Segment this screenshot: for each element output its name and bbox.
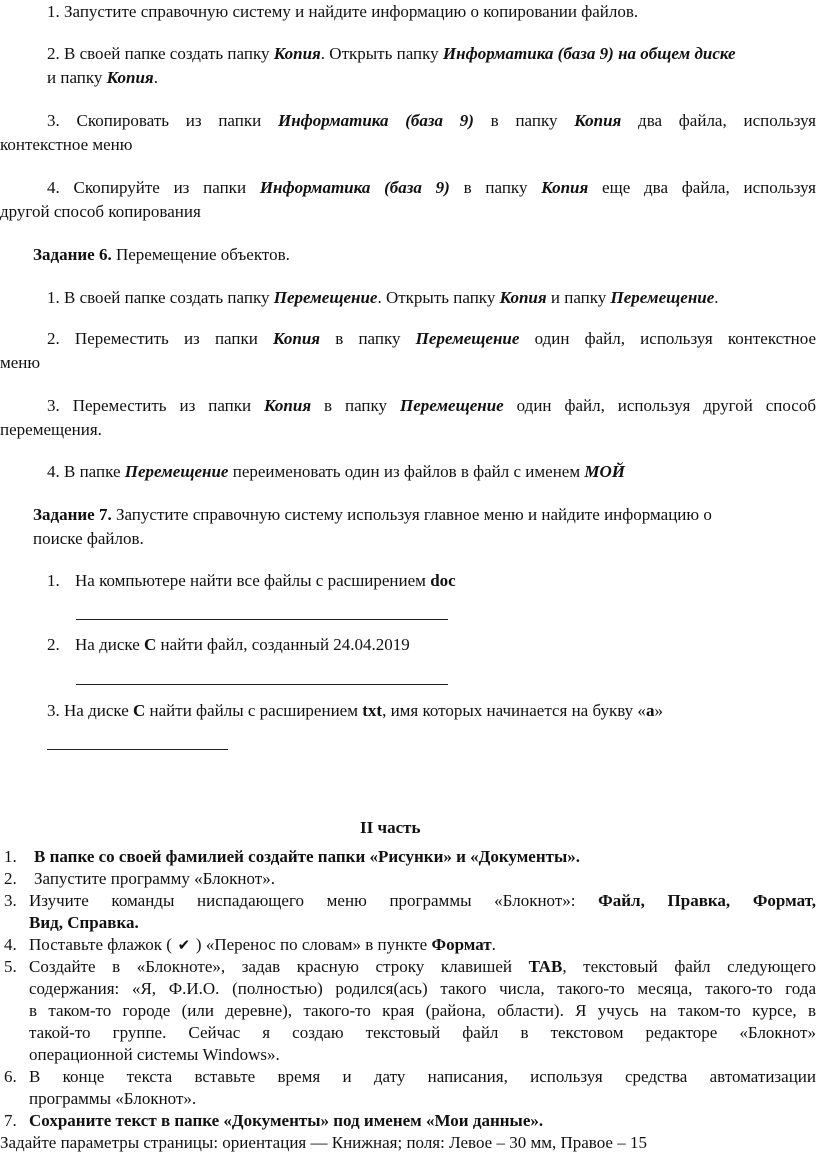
part1-item-2: 2. В своей папке создать папку Копия. Открыть папку Информатика (база 9) на общем диске <box>47 44 736 63</box>
task7-item-3: 3. На диске С найти файлы с расширением txt, имя которых начинается на букву «а» <box>47 701 663 720</box>
task6-heading: Задание 6. Перемещение объектов. <box>33 245 290 264</box>
part2-item-5-line4: такой-то группе. Сейчас я создаю текстовый файл в текстовом редакторе «Блокнот» <box>29 1023 816 1042</box>
part1-item-3: 3. Скопировать из папки Информатика (база 9) в папку Копия два файла, используя <box>47 111 816 130</box>
part2-item-5-num: 5. <box>4 957 17 976</box>
part2-item-4: 4. Поставьте флажок ( ✔ ) «Перенос по словам» в пункте Формат. <box>4 933 496 958</box>
part2-heading: II часть <box>360 818 421 837</box>
part1-item-1: 1. Запустите справочную систему и найдите информацию о копировании файлов. <box>47 2 639 21</box>
page-setup-line: Задайте параметры страницы: ориентация — Книжная; поля: Левое – 30 мм, Правое – 15 <box>0 1133 647 1152</box>
answer-line[interactable] <box>76 684 448 685</box>
part2-item-6-num: 6. <box>4 1067 17 1086</box>
part2-item-5: Создайте в «Блокноте», задав красную строку клавишей TAB, текстовый файл следующего <box>29 957 816 976</box>
answer-line[interactable] <box>47 749 228 750</box>
part1-item-4-cont: другой способ копирования <box>0 202 201 221</box>
part1-item-2-cont: и папку Копия. <box>47 68 158 87</box>
task7-heading-cont: поиске файлов. <box>33 529 144 548</box>
part2-item-6-cont: программы «Блокнот». <box>29 1089 197 1108</box>
part1-item-3-cont: контекстное меню <box>0 135 133 154</box>
task7-item-2: 2. На диске С найти файл, созданный 24.04.2019 <box>47 635 410 654</box>
part2-item-7: 7. Сохраните текст в папке «Документы» под именем «Мои данные». <box>4 1111 544 1130</box>
part2-item-1: 1. В папке со своей фамилией создайте папки «Рисунки» и «Документы». <box>4 847 580 866</box>
task6-item-4: 4. В папке Перемещение переименовать один из файлов в файл с именем МОЙ <box>47 462 625 481</box>
task7-heading: Задание 7. Запустите справочную систему используя главное меню и найдите информацию о <box>33 505 712 524</box>
task6-item-1: 1. В своей папке создать папку Перемещение. Открыть папку Копия и папку Перемещение. <box>47 288 719 307</box>
task6-item-2: 2. Переместить из папки Копия в папку Перемещение один файл, используя контекстное <box>47 329 816 348</box>
task6-item-3: 3. Переместить из папки Копия в папку Перемещение один файл, используя другой способ <box>47 396 816 415</box>
part2-item-3-cont: Вид, Справка. <box>29 913 139 932</box>
checkmark-icon: ✔ <box>177 938 191 954</box>
task7-item-1: 1. На компьютере найти все файлы с расширением doc <box>47 571 456 590</box>
part2-item-2: 2. Запустите программу «Блокнот». <box>4 869 275 888</box>
answer-line[interactable] <box>76 619 448 620</box>
part2-item-5-line3: в таком-то городе (или деревне), такого-то края (района, области). Я учусь на таком-то курсе, в <box>29 1001 816 1020</box>
task6-item-3-cont: перемещения. <box>0 420 102 439</box>
part2-item-5-line5: операционной системы Windows». <box>29 1045 280 1064</box>
task6-item-2-cont: меню <box>0 353 41 372</box>
part2-item-6: В конце текста вставьте время и дату написания, используя средства автоматизации <box>29 1067 816 1086</box>
part2-item-3: Изучите команды ниспадающего меню программы «Блокнот»: Файл, Правка, Формат, <box>29 891 816 910</box>
part2-item-5-line2: содержания: «Я, Ф.И.О. (полностью) родился(ась) такого числа, такого-то месяца, такого-то года <box>29 979 816 998</box>
part1-item-4: 4. Скопируйте из папки Информатика (база 9) в папку Копия еще два файла, используя <box>47 178 816 197</box>
part2-item-3-num: 3. <box>4 891 17 910</box>
